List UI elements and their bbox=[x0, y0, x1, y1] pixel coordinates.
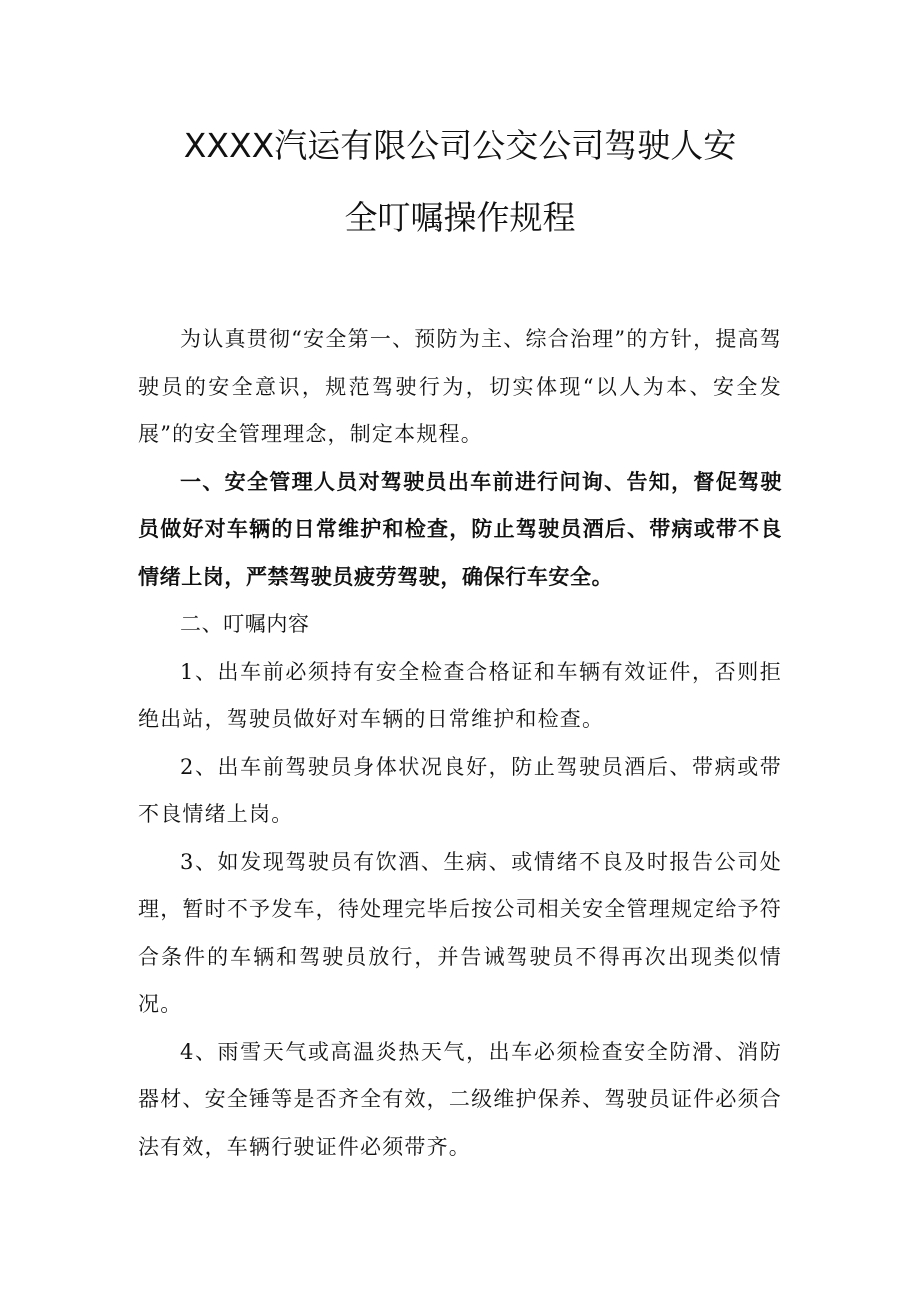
document-body bbox=[138, 316, 782, 1171]
item-1-paragraph: 1、出车前必须持有安全检查合格证和车辆有效证件，否则拒绝出站，驾驶员做好对车辆的日常维护和检查。 bbox=[138, 659, 782, 731]
title-line-1: XXXX汽运有限公司公交公司驾驶人安 bbox=[183, 126, 737, 165]
section-1-paragraph: 一、安全管理人员对驾驶员出车前进行问询、告知，督促驾驶员做好对车辆的日常维护和检查，防止驾驶员酒后、带病或带不良情绪上岗，严禁驾驶员疲劳驾驶，确保行车安全。 bbox=[138, 469, 782, 589]
intro-paragraph: 为认真贯彻“安全第一、预防为主、综合治理”的方针，提高驾驶员的安全意识，规范驾驶行为，切实体现“以人为本、安全发展”的安全管理理念，制定本规程。 bbox=[138, 327, 782, 446]
title-line-2: 全叮嘱操作规程 bbox=[344, 198, 576, 237]
item-4-paragraph: 4、雨雪天气或高温炎热天气，出车必须检查安全防滑、消防器材、安全锤等是否齐全有效，二级维护保养、驾驶员证件必须合法有效，车辆行驶证件必须带齐。 bbox=[138, 1039, 782, 1159]
section-2-heading: 二、叮嘱内容 bbox=[180, 612, 310, 636]
item-3-paragraph: 3、如发现驾驶员有饮酒、生病、或情绪不良及时报告公司处理，暂时不予发车，待处理完毕后按公司相关安全管理规定给予符合条件的车辆和驾驶员放行，并告诫驾驶员不得再次出现类似情况。 bbox=[138, 849, 782, 1016]
item-2-paragraph: 2、出车前驾驶员身体状况良好，防止驾驶员酒后、带病或带不良情绪上岗。 bbox=[138, 754, 782, 826]
document-title bbox=[138, 0, 782, 254]
